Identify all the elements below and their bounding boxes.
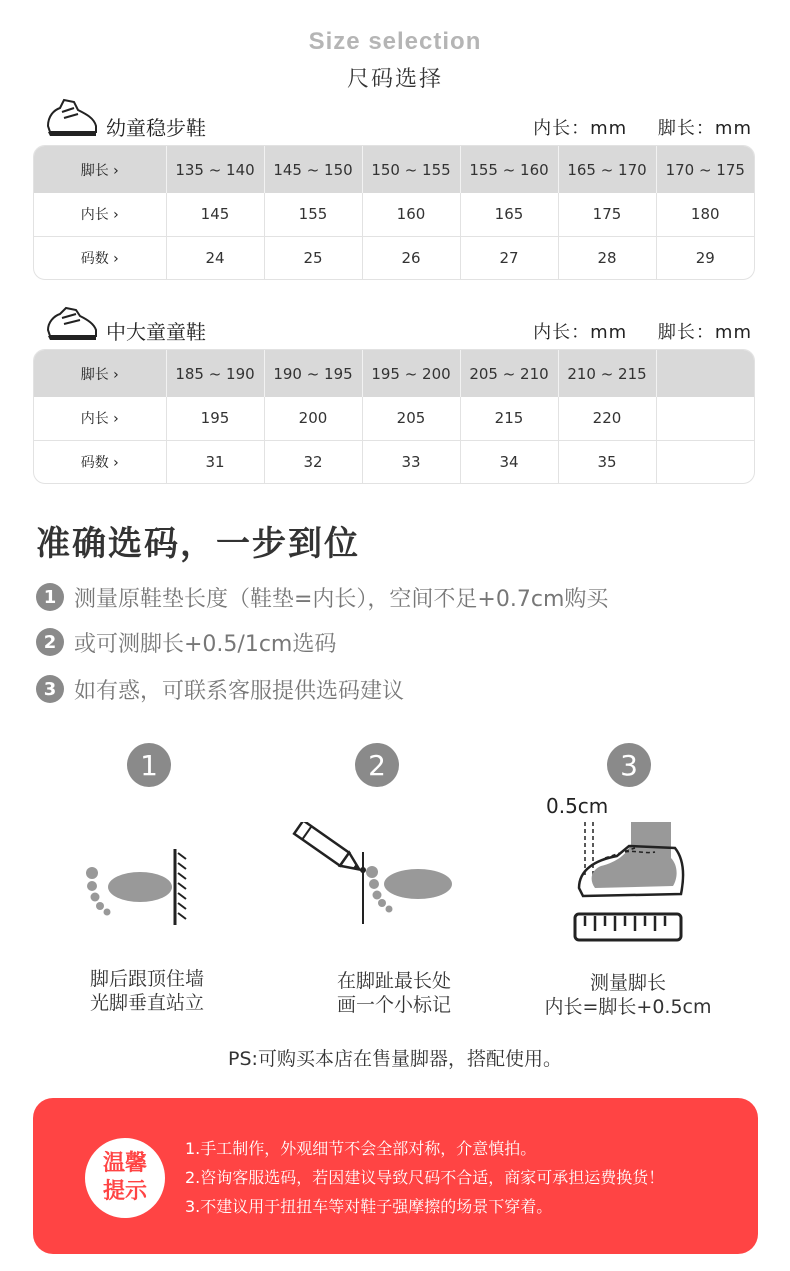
table-cell: 205 ~ 210 xyxy=(460,350,558,397)
notice-item: 3.不建议用于扭扭车等对鞋子强摩擦的场景下穿着。 xyxy=(185,1197,553,1216)
table-row xyxy=(34,350,754,397)
section-title-zh: 尺码选择 xyxy=(346,67,443,92)
table-cell: 145 ~ 150 xyxy=(264,146,362,193)
step-caption-line: 在脚趾最长处 xyxy=(336,970,451,992)
step-caption-line: 画一个小标记 xyxy=(336,994,451,1016)
tips-title: 准确选码，一步到位 xyxy=(36,524,360,564)
table-title-toddler: 幼童稳步鞋 xyxy=(106,116,206,140)
foot-against-wall-icon xyxy=(78,845,198,927)
unit-inner-label: 内长：mm xyxy=(533,322,628,343)
tip-number-badge: 3 xyxy=(36,675,64,703)
step-caption-line: 脚后跟顶住墙 xyxy=(89,968,204,990)
tip-number-badge: 1 xyxy=(36,583,64,611)
tip-text: 或可测脚长+0.5/1cm选码 xyxy=(74,631,337,657)
table-row xyxy=(34,193,754,236)
table-cell: 155 ~ 160 xyxy=(460,146,558,193)
table-cell: 195 ~ 200 xyxy=(362,350,460,397)
table-cell: 33 xyxy=(362,440,460,483)
table-cell: 205 xyxy=(362,397,460,440)
table-cell: 185 ~ 190 xyxy=(166,350,264,397)
step-caption-line: 光脚垂直站立 xyxy=(89,992,204,1014)
tip-item xyxy=(36,627,336,657)
table-cell: 28 xyxy=(558,236,656,279)
table-cell: 145 xyxy=(166,193,264,236)
table-cell: 135 ~ 140 xyxy=(166,146,264,193)
step-caption xyxy=(37,967,257,1015)
table-cell: 27 xyxy=(460,236,558,279)
notice-list xyxy=(185,1134,664,1221)
table-cell: 34 xyxy=(460,440,558,483)
table-cell: 29 xyxy=(656,236,754,279)
table-cell: 155 xyxy=(264,193,362,236)
table-cell: 175 xyxy=(558,193,656,236)
notice-badge-line: 温馨 xyxy=(102,1151,147,1176)
table-cell: 195 xyxy=(166,397,264,440)
step-caption xyxy=(284,969,504,1017)
table-cell: 215 xyxy=(460,397,558,440)
units-kids xyxy=(509,318,752,344)
table-cell: 26 xyxy=(362,236,460,279)
table-cell xyxy=(656,440,754,483)
units-toddler xyxy=(509,114,752,140)
table-cell: 165 ~ 170 xyxy=(558,146,656,193)
table-cell: 170 ~ 175 xyxy=(656,146,754,193)
table-cell: 32 xyxy=(264,440,362,483)
unit-foot-label: 脚长：mm xyxy=(657,322,752,343)
table-cell: 35 xyxy=(558,440,656,483)
tip-item xyxy=(36,674,404,704)
row-label: 内长 › xyxy=(80,207,119,224)
tip-text: 如有惑，可联系客服提供选码建议 xyxy=(74,678,405,704)
row-label: 脚长 › xyxy=(34,350,166,397)
table-title-kids: 中大童童鞋 xyxy=(106,320,206,344)
size-table-toddler xyxy=(33,145,755,280)
foot-in-shoe-ruler-icon xyxy=(565,818,690,948)
row-label: 内长 › xyxy=(80,411,119,428)
tip-text: 测量原鞋垫长度（鞋垫=内长），空间不足+0.7cm购买 xyxy=(74,586,609,612)
tip-number-badge: 2 xyxy=(36,628,64,656)
table-row xyxy=(34,236,754,279)
unit-foot-label: 脚长：mm xyxy=(657,118,752,139)
step-caption-line: 内长=脚长+0.5cm xyxy=(544,996,712,1018)
gap-label: 0.5cm xyxy=(546,794,609,818)
step-badge: 2 xyxy=(355,743,399,787)
row-label: 码数 › xyxy=(34,440,166,483)
kids-shoe-icon xyxy=(44,300,100,346)
table-cell: 200 xyxy=(264,397,362,440)
ps-note: PS:可购买本店在售量脚器，搭配使用。 xyxy=(228,1048,562,1070)
table-cell: 25 xyxy=(264,236,362,279)
pencil-mark-icon xyxy=(290,822,460,926)
warm-notice-box xyxy=(33,1098,758,1254)
size-table-kids xyxy=(33,349,755,484)
row-label: 码数 › xyxy=(34,236,166,279)
table-cell: 160 xyxy=(362,193,460,236)
table-cell: 150 ~ 155 xyxy=(362,146,460,193)
table-cell: 190 ~ 195 xyxy=(264,350,362,397)
section-title-en: Size selection xyxy=(308,28,482,55)
tip-item xyxy=(36,582,608,612)
notice-badge-line: 提示 xyxy=(102,1179,147,1204)
table-cell: 220 xyxy=(558,397,656,440)
toddler-shoe-icon xyxy=(44,96,100,142)
notice-item: 2.咨询客服选码，若因建议导致尺码不合适，商家可承担运费换货！ xyxy=(185,1168,665,1187)
table-cell: 165 xyxy=(460,193,558,236)
row-label: 脚长 › xyxy=(34,146,166,193)
table-cell xyxy=(656,350,754,397)
table-row xyxy=(34,146,754,193)
unit-inner-label: 内长：mm xyxy=(533,118,628,139)
step-caption xyxy=(518,971,738,1019)
table-row xyxy=(34,397,754,440)
step-badge: 1 xyxy=(127,743,171,787)
table-cell: 24 xyxy=(166,236,264,279)
table-cell: 210 ~ 215 xyxy=(558,350,656,397)
table-cell: 31 xyxy=(166,440,264,483)
notice-badge xyxy=(85,1138,165,1218)
table-cell xyxy=(656,397,754,440)
step-badge: 3 xyxy=(607,743,651,787)
table-row xyxy=(34,440,754,483)
table-cell: 180 xyxy=(656,193,754,236)
step-caption-line: 测量脚长 xyxy=(589,972,666,994)
notice-item: 1.手工制作，外观细节不会全部对称，介意慎拍。 xyxy=(185,1139,537,1158)
